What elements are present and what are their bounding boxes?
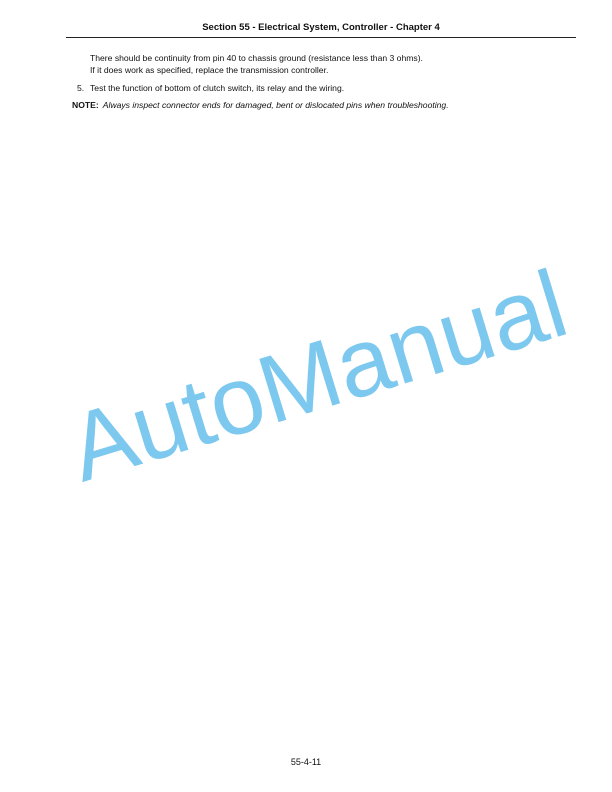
header-divider [66,37,576,38]
note-text: Always inspect connector ends for damaged, bent or dislocated pins when troubleshooting. [102,100,449,110]
step-5-number: 5. [77,83,85,93]
page-header: Section 55 - Electrical System, Controller - Chapter 4 [202,22,440,33]
step-5 [77,83,344,94]
note-label: NOTE: [72,100,99,110]
replace-controller-text: If it does work as specified, replace the transmission controller. [90,65,329,75]
step-5-text: Test the function of bottom of clutch switch, its relay and the wiring. [90,83,345,93]
continuity-text: There should be continuity from pin 40 to chassis ground (resistance less than 3 ohms). [90,53,423,63]
note [72,100,449,111]
page-number: 55-4-11 [290,757,322,767]
watermark-text: AutoManual [57,250,579,503]
